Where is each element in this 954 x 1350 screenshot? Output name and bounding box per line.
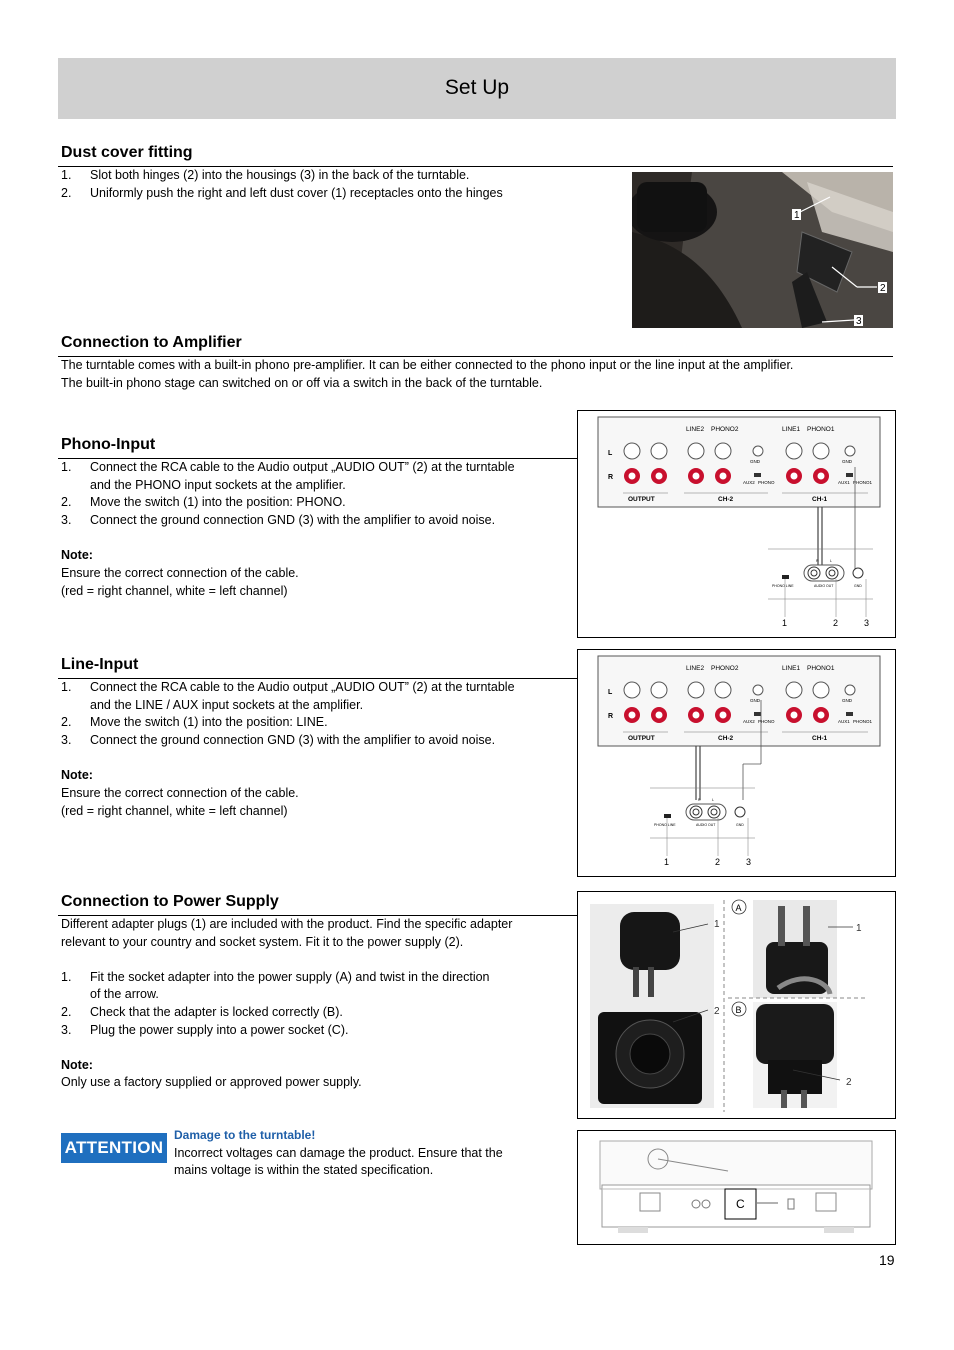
step-text: Connect the ground connection GND (3) with the amplifier to avoid noise. [90,732,496,747]
page-title: Set Up [444,76,510,99]
note-text: Only use a factory supplied or approved power supply. [61,1075,362,1090]
label-gnd: GND [842,459,852,464]
label-phono1-small: PHONO1 [853,480,873,485]
power-heading: Connection to Power Supply [61,893,279,910]
step-text: and the LINE / AUX input sockets at the amplifier. [90,697,364,712]
callout-3: 3 [746,857,752,867]
amplifier-intro [61,357,891,392]
label-line2: LINE2 [686,426,705,433]
label-ch2: CH-2 [718,496,734,503]
step-number: 2. [61,185,72,200]
step-text: Check that the adapter is locked correctly (B). [90,1004,343,1019]
label-jack-r: R [698,798,701,802]
label-output: OUTPUT [628,735,655,742]
label-phono1: PHONO1 [807,426,835,433]
phono-heading: Phono-Input [61,436,156,453]
line-steps [61,679,576,820]
step-text: Move the switch (1) into the position: PHONO. [90,495,346,510]
power-supply-photo [598,1012,702,1104]
callout-2: 2 [833,618,839,628]
phono-diagram-frame [577,410,896,638]
label-phono1-small: PHONO1 [853,719,873,724]
line-connection-diagram [578,650,895,876]
step-text: of the arrow. [90,987,159,1002]
label-aux2: AUX2 [743,719,755,724]
paragraph-line: relevant to your country and socket system. Fit it to the power supply (2). [61,934,464,949]
label-l: L [608,689,613,696]
step-number: 3. [61,732,72,747]
attention-line: mains voltage is within the stated specification. [174,1163,434,1178]
callout-1-right: 1 [856,923,862,934]
turntable-back-frame [577,1130,896,1245]
note-title: Note: [61,1057,93,1072]
phono-steps [61,459,576,600]
power-photos-frame [577,891,896,1119]
note-title: Note: [61,548,93,563]
label-jack-l: L [712,798,714,802]
label-switch: PHONO LINE [772,584,794,588]
label-ch1: CH-1 [812,496,828,503]
turntable-back-panel [650,788,755,867]
label-phono1: PHONO1 [807,665,835,672]
amplifier-panel [598,656,880,746]
list-item [61,494,576,512]
step-number: 2. [61,715,72,730]
note-text: Ensure the correct connection of the cable. [61,785,299,800]
list-item [61,969,576,1004]
step-text: and the PHONO input sockets at the amplifier. [90,477,346,492]
label-gnd-small: GND [854,584,862,588]
paragraph-line: The built-in phono stage can switched on or off via a switch in the back of the turntable. [61,375,543,390]
step-b-label: B [735,1005,742,1015]
attention-badge: ATTENTION [61,1133,167,1163]
note-text: (red = right channel, white = left channel) [61,583,288,598]
list-item [61,1004,576,1022]
list-item [61,167,621,185]
power-text [61,916,576,1092]
attention-text [174,1127,564,1180]
label-line2: LINE2 [686,665,705,672]
label-jack-l: L [830,559,832,563]
page-number: 19 [879,1252,895,1268]
label-audio-out: AUDIO OUT [814,584,834,588]
list-item [61,732,576,750]
callout-1: 1 [794,210,800,221]
label-switch: PHONO LINE [654,823,676,827]
callout-2: 2 [880,283,886,294]
step-number: 2. [61,1004,72,1019]
label-aux2: AUX2 [743,480,755,485]
amplifier-panel [598,417,880,507]
step-text: Plug the power supply into a power socket (C). [90,1022,349,1037]
label-aux1: AUX1 [838,480,850,485]
note-text: (red = right channel, white = left channel) [61,803,288,818]
label-r: R [608,713,614,720]
label-r: R [608,474,614,481]
step-number: 3. [61,1022,72,1037]
callout-3: 3 [864,618,870,628]
label-phono: PHONO [758,480,775,485]
callout-1: 1 [782,618,788,628]
label-jack-r: R [816,559,819,563]
label-ch1: CH-1 [812,735,828,742]
label-gnd: GND [750,698,760,703]
step-text: Connect the RCA cable to the Audio output „AUDIO OUT” (2) at the turntable [90,680,515,694]
callout-1-left: 1 [714,919,720,930]
label-gnd-small: GND [736,823,744,827]
label-phono2: PHONO2 [711,426,739,433]
list-item [61,679,576,714]
list-item [61,1022,576,1040]
dust-cover-heading: Dust cover fitting [61,144,193,161]
dust-cover-steps [61,167,621,202]
note-title: Note: [61,768,93,783]
label-phono2: PHONO2 [711,665,739,672]
label-gnd: GND [750,459,760,464]
attention-title: Damage to the turntable! [174,1128,316,1142]
step-number: 1. [61,969,72,984]
power-supply-photos [578,892,895,1118]
step-number: 1. [61,680,72,694]
callout-2-left: 2 [714,1006,720,1017]
label-line1: LINE1 [782,665,801,672]
turntable-back-panel [768,549,873,628]
callout-2-right: 2 [846,1077,852,1088]
list-item [61,714,576,732]
step-text: Move the switch (1) into the position: LINE. [90,715,328,730]
step-text: Connect the RCA cable to the Audio output „AUDIO OUT” (2) at the turntable [90,460,515,474]
list-item [61,459,576,494]
step-text: Connect the ground connection GND (3) with the amplifier to avoid noise. [90,512,496,527]
callout-3: 3 [856,316,862,327]
step-text: Slot both hinges (2) into the housings (3) in the back of the turntable. [90,168,470,182]
callout-2: 2 [715,857,721,867]
step-a-label: A [735,903,742,913]
label-ch2: CH-2 [718,735,734,742]
step-number: 1. [61,168,72,182]
step-text: Uniformly push the right and left dust cover (1) receptacles onto the hinges [90,185,503,200]
label-line1: LINE1 [782,426,801,433]
callout-1: 1 [664,857,670,867]
paragraph-line: Different adapter plugs (1) are included with the product. Find the specific adapter [61,917,513,931]
step-number: 2. [61,495,72,510]
label-output: OUTPUT [628,496,655,503]
label-phono: PHONO [758,719,775,724]
note-text: Ensure the correct connection of the cable. [61,565,299,580]
paragraph-line: The turntable comes with a built-in phono pre-amplifier. It can be either connected to the phono input or the line input at the amplifier. [61,358,794,372]
label-aux1: AUX1 [838,719,850,724]
line-heading: Line-Input [61,656,139,673]
step-number: 3. [61,512,72,527]
step-text: Fit the socket adapter into the power supply (A) and twist in the direction [90,969,490,984]
line-diagram-frame [577,649,896,877]
step-number: 1. [61,460,72,474]
turntable-back-drawing [578,1131,895,1244]
label-audio-out: AUDIO OUT [696,823,716,827]
label-gnd: GND [842,698,852,703]
list-item [61,512,576,530]
callout-c-label: C [736,1197,745,1211]
attention-line: Incorrect voltages can damage the product. Ensure that the [174,1145,503,1160]
list-item [61,185,621,203]
amplifier-heading: Connection to Amplifier [61,334,242,351]
phono-connection-diagram [578,411,895,637]
label-l: L [608,450,613,457]
dust-cover-photo [632,172,893,328]
